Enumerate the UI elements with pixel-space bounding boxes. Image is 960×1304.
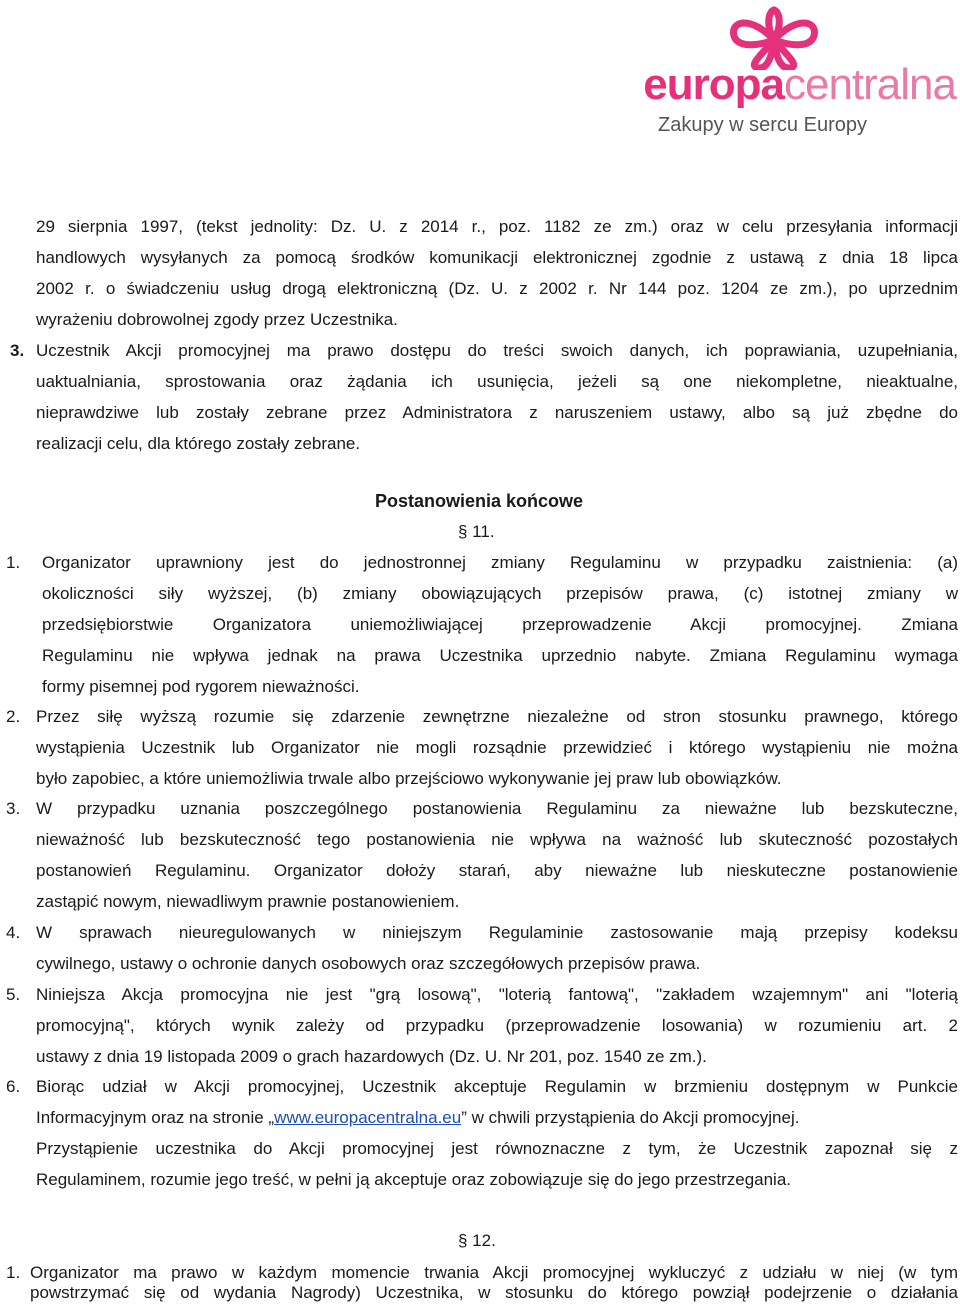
section-heading: Postanowienia końcowe [374, 491, 584, 511]
brand-tagline: Zakupy w sercu Europy [658, 114, 867, 136]
brand-name-part1: europa [643, 60, 784, 109]
item-number: 2. [6, 707, 21, 726]
item-line: W sprawach nieuregulowanych w niniejszym Regulaminie zastosowanie mają przepisy kodeksu [36, 923, 958, 942]
item-number: 4. [6, 923, 21, 942]
item-line-with-link [36, 1107, 958, 1129]
item-line: okoliczności siły wyższej, (b) zmiany obowiązujących przepisów prawa, (c) istotnej zmiany w [42, 584, 958, 603]
intro-line: 2002 r. o świadczeniu usług drogą elektroniczną (Dz. U. z 2002 r. Nr 144 poz. 1204 ze zm.), po uprzednim [36, 279, 958, 298]
item-line: ustawy z dnia 19 listopada 2009 o grach hazardowych (Dz. U. Nr 201, poz. 1540 ze zm.). [36, 1047, 707, 1066]
item-line: uaktualniania, sprostowania oraz żądania ich usunięcia, jeżeli są one niekompletne, nieaktualne, [36, 372, 958, 391]
item-line: zastąpić nowym, niewadliwym prawnie postanowieniem. [36, 892, 460, 911]
item-line: Regulaminu nie wpływa jednak na prawa Uczestnika uprzednio nabyte. Zmiana Regulaminu wymaga [42, 646, 958, 665]
item-number: 6. [6, 1077, 21, 1096]
item-line: przedsiębiorstwie Organizatora uniemożliwiającej przeprowadzenie Akcji promocyjnej. Zmiana [42, 615, 958, 634]
item-number: 1. [6, 1263, 21, 1282]
item-number: 3. [6, 799, 21, 818]
item-number: 3. [10, 341, 25, 360]
item-line: wystąpienia Uczestnik lub Organizator nie mogli rozsądnie przewidzieć i którego wystąpieniu nie można [36, 738, 958, 757]
section-number-12: § 12. [458, 1231, 496, 1250]
link-prefix-text: Informacyjnym oraz na stronie „ [36, 1108, 275, 1127]
item-line: Biorąc udział w Akcji promocyjnej, Uczestnik akceptuje Regulamin w brzmieniu dostępnym w Punkcie [36, 1077, 958, 1096]
link-suffix-text: ” w chwili przystąpienia do Akcji promocyjnej. [461, 1108, 800, 1127]
item-line: Uczestnik Akcji promocyjnej ma prawo dostępu do treści swoich danych, ich poprawiania, uzupełniania, [36, 341, 958, 360]
brand-logo [0, 0, 960, 150]
item-number: 5. [6, 985, 21, 1004]
item-line: Organizator ma prawo w każdym momencie trwania Akcji promocyjnej wykluczyć z udziału w niej (w tym [30, 1263, 958, 1282]
item-line: powstrzymać się od wydania Nagrody) Uczestnika, w stosunku do którego powziął podejrzenie o działania [30, 1283, 958, 1302]
item-line: W przypadku uznania poszczególnego postanowienia Regulaminu za nieważne lub bezskuteczne, [36, 799, 958, 818]
brand-wordmark [643, 60, 956, 110]
item-number: 1. [6, 553, 21, 572]
item-line: postanowień Regulaminu. Organizator dołoży starań, aby nieważne lub nieskuteczne postanowienie [36, 861, 958, 880]
intro-line: wyrażeniu dobrowolnej zgody przez Uczestnika. [36, 310, 398, 329]
item-line: Niniejsza Akcja promocyjna nie jest "grą losową", "loterią fantową", "zakładem wzajemnym" ani "loterią [36, 985, 958, 1004]
item-line: cywilnego, ustawy o ochronie danych osobowych oraz szczegółowych przepisów prawa. [36, 954, 701, 973]
intro-line: handlowych wysyłanych za pomocą środków komunikacji elektronicznej zgodnie z ustawą z dnia 18 lipca [36, 248, 958, 267]
item-line: było zapobiec, a które uniemożliwia trwale albo przejściowo wykonywanie jej praw lub obowiązków. [36, 769, 782, 788]
item-line: promocyjną", których wynik zależy od przypadku (przeprowadzenie losowania) w rozumieniu art. 2 [36, 1016, 958, 1035]
item-line: Przez siłę wyższą rozumie się zdarzenie zewnętrzne niezależne od stron stosunku prawnego, którego [36, 707, 958, 726]
item-line: Regulaminem, rozumie jego treść, w pełni ją akceptuje oraz zobowiązuje się do jego przestrzegania. [36, 1170, 792, 1189]
item-line: Przystąpienie uczestnika do Akcji promocyjnej jest równoznaczne z tym, że Uczestnik zapoznał się z [36, 1139, 958, 1158]
item-line: formy pisemnej pod rygorem nieważności. [42, 677, 360, 696]
section-number-11: § 11. [458, 522, 495, 541]
intro-line: 29 sierpnia 1997, (tekst jednolity: Dz. U. z 2014 r., poz. 1182 ze zm.) oraz w celu przesyłania informacji [36, 217, 958, 236]
website-link[interactable]: www.europacentralna.eu [274, 1108, 462, 1127]
item-line: realizacji celu, dla którego zostały zebrane. [36, 434, 361, 453]
item-line: nieważność lub bezskuteczność tego postanowienia nie wpływa na ważność lub skuteczność pozostałych [36, 830, 958, 849]
item-line: Organizator uprawniony jest do jednostronnej zmiany Regulaminu w przypadku zaistnienia: (a) [42, 553, 958, 572]
item-line: nieprawdziwe lub zostały zebrane przez Administratora z naruszeniem ustawy, albo są już zbędne do [36, 403, 958, 422]
brand-name-part2: centralna [783, 60, 956, 109]
